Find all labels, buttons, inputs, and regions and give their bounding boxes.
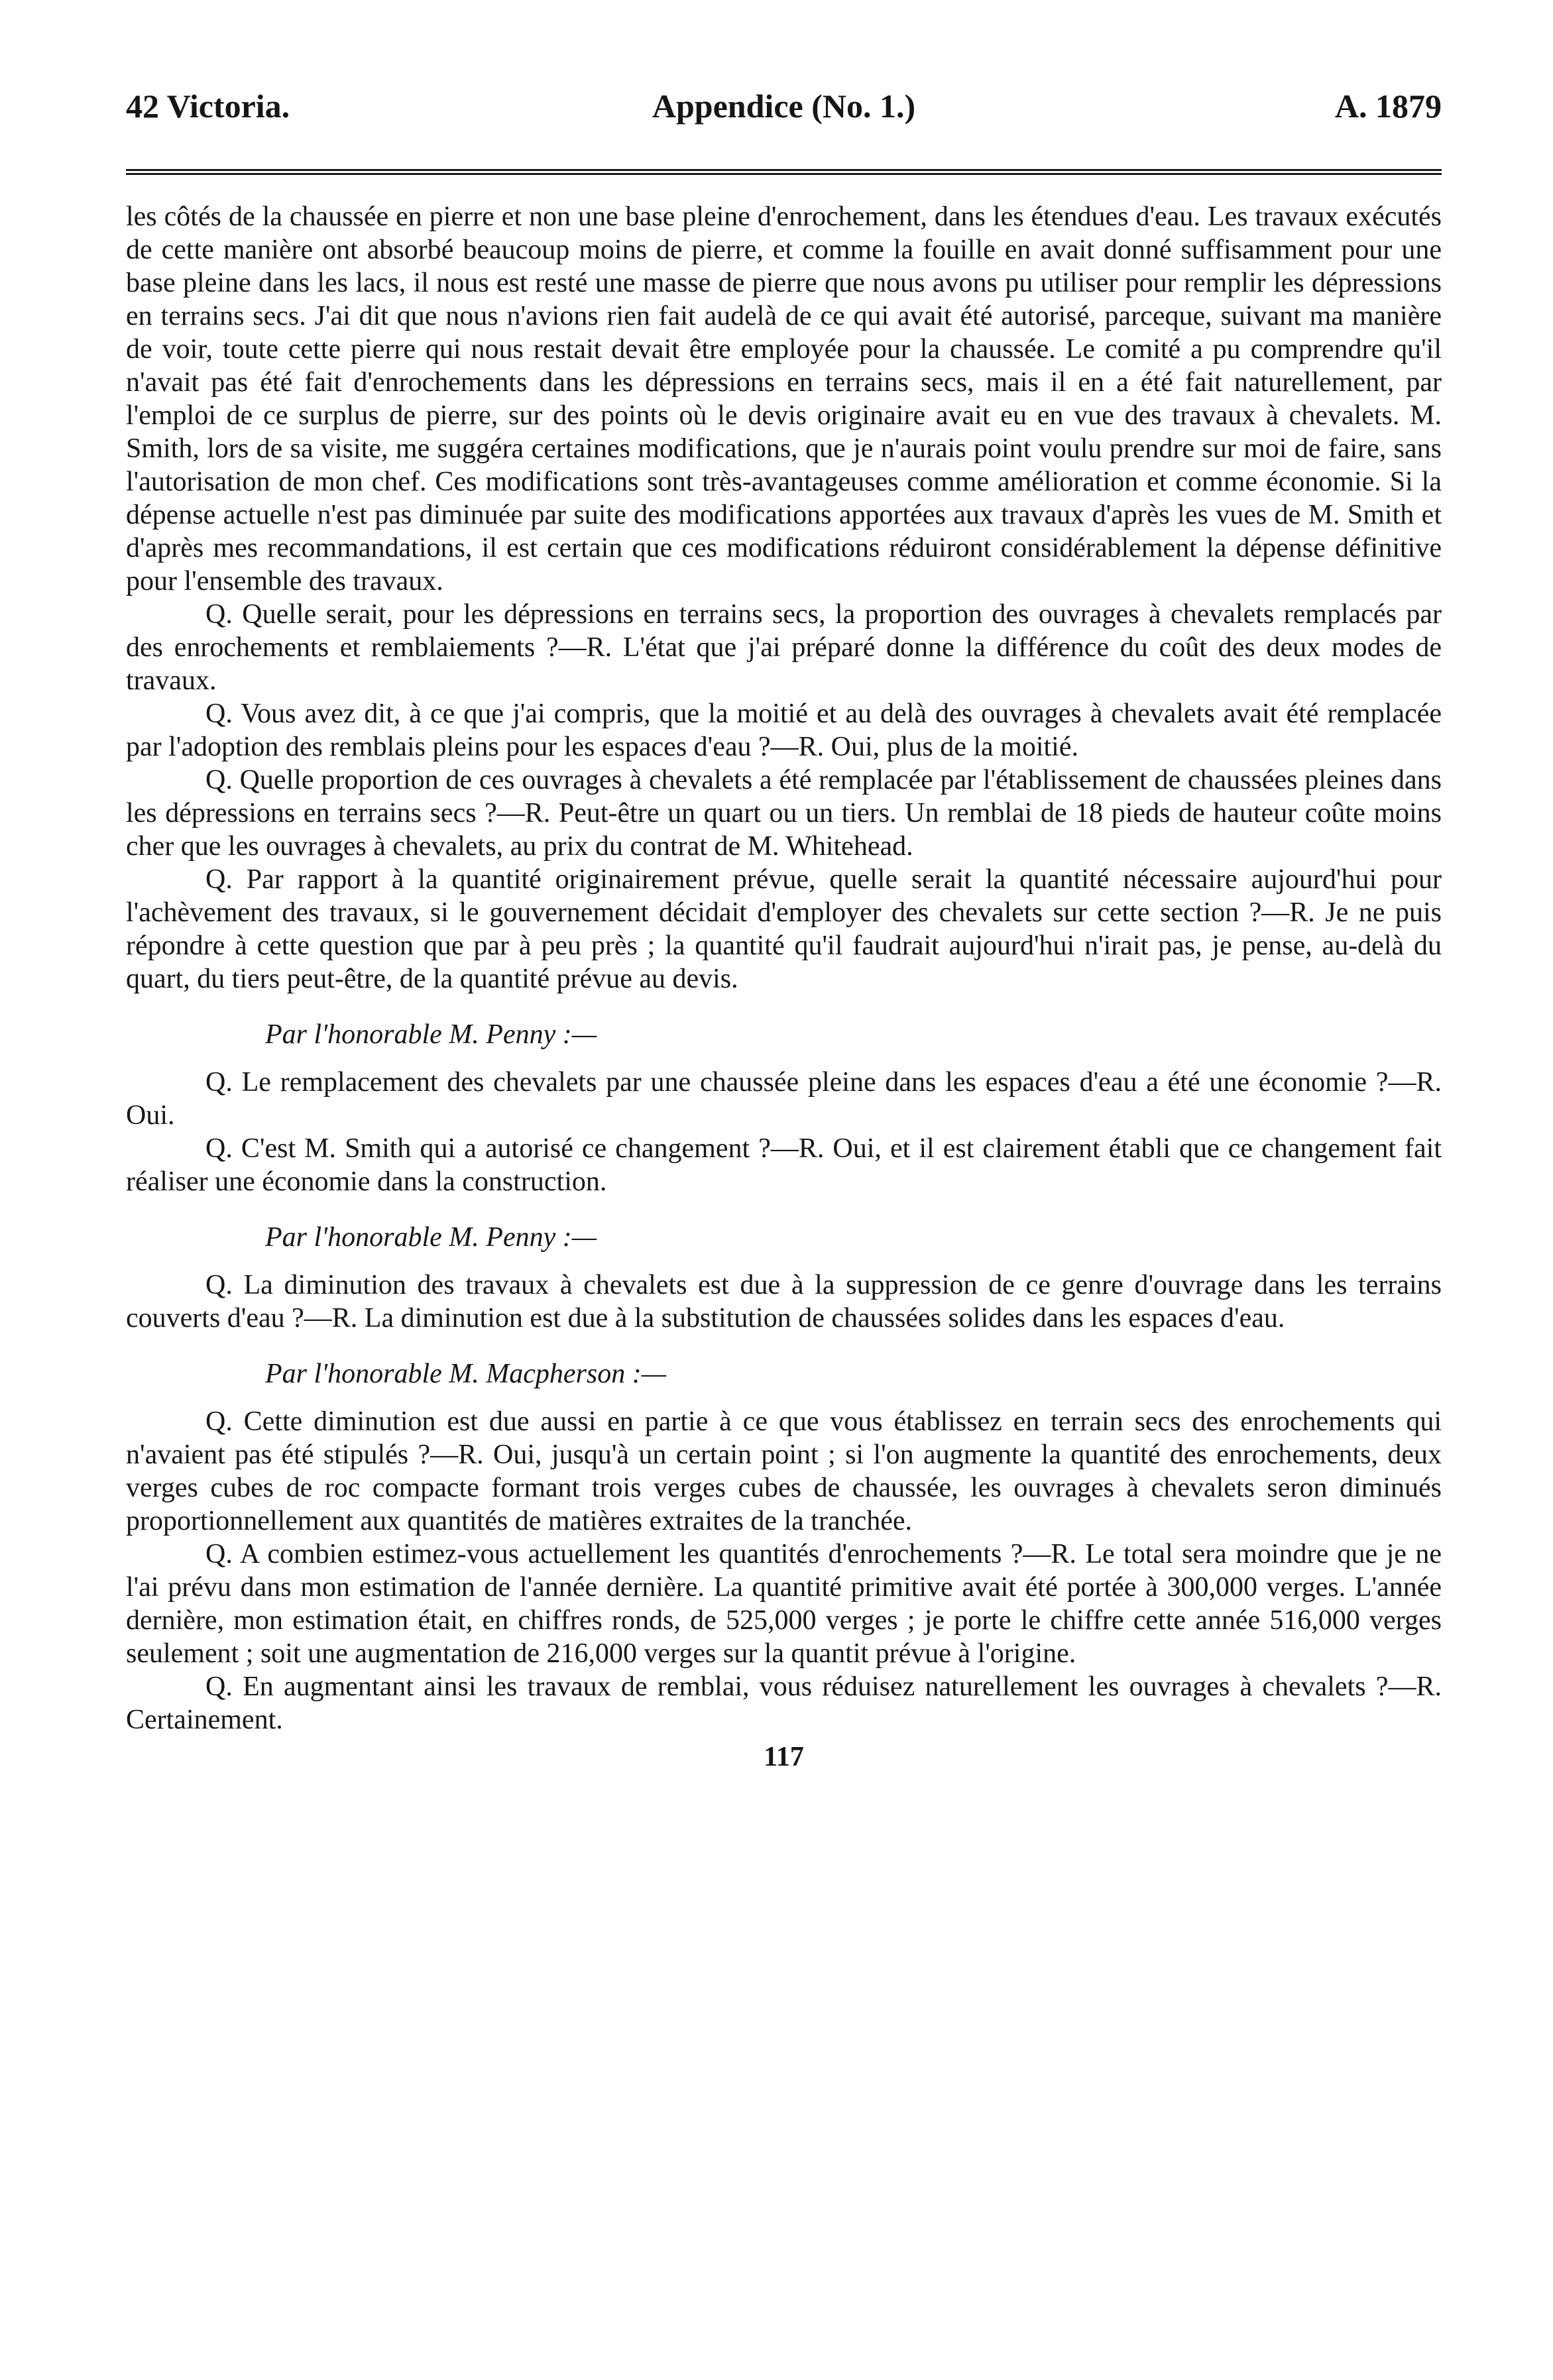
header-right: A. 1879 <box>1334 87 1442 125</box>
page-number: 117 <box>764 1742 804 1772</box>
header-center: Appendice (No. 1.) <box>652 87 916 125</box>
header-left: 42 Victoria. <box>126 87 290 125</box>
qa-paragraph: Q. Le remplacement des chevalets par une chaussée pleine dans les espaces d'eau a été une économie ?—R. Oui. <box>126 1067 1442 1131</box>
header-double-rule <box>126 169 1442 175</box>
qa-paragraph: Q. Par rapport à la quantité originairement prévue, quelle serait la quantité nécessaire aujourd'hui pour l'achèvement des travaux, si le gouvernement décidait d'employer des chevalets sur cette section ?—R. Je ne puis répondre à cette question que par à peu près ; la quantité qu'il faudrait aujourd'hui n'irait pas, je pense, au-delà du quart, du tiers peut-être, de la quantité prévue au devis. <box>126 864 1442 994</box>
speaker-heading: Par l'honorable M. Macpherson :— <box>265 1359 667 1389</box>
document-page <box>126 86 1442 1774</box>
paragraph-continuation: les côtés de la chaussée en pierre et non une base pleine d'enrochement, dans les étendues d'eau. Les travaux exécutés de cette manière ont absorbé beaucoup moins de pierre, et comme la fouille en avait donné suffisamment pour une base pleine dans les lacs, il nous est resté une masse de pierre que nous avons pu utiliser pour remplir les dépressions en terrains secs. J'ai dit que nous n'avions rien fait audelà de ce qui avait été autorisé, parceque, suivant ma manière de voir, toute cette pierre qui nous restait devait être employée pour la chaussée. Le comité a pu comprendre qu'il n'avait pas été fait d'enrochements dans les dépressions en terrains secs, mais il en a été fait naturellement, par l'emploi de ce surplus de pierre, sur des points où le devis originaire avait eu en vue des travaux à chevalets. M. Smith, lors de sa visite, me suggéra certaines modifications, que je n'aurais point voulu prendre sur moi de faire, sans l'autorisation de mon chef. Ces modifications sont très-avantageuses comme amélioration et comme économie. Si la dépense actuelle n'est pas diminuée par suite des modifications apportées aux travaux d'après les vues de M. Smith et d'après mes recommandations, il est certain que ces modifications réduiront considérablement la dépense définitive pour l'ensemble des travaux. <box>126 201 1442 596</box>
qa-paragraph: Q. A combien estimez-vous actuellement les quantités d'enrochements ?—R. Le total sera moindre que je ne l'ai prévu dans mon estimation de l'année dernière. La quantité primitive avait été portée à 300,000 verges. L'année dernière, mon estimation était, en chiffres ronds, de 525,000 verges ; je porte le chiffre cette année 516,000 verges seulement ; soit une augmentation de 216,000 verges sur la quantit prévue à l'origine. <box>126 1539 1442 1669</box>
speaker-heading: Par l'honorable M. Penny :— <box>265 1019 597 1050</box>
qa-paragraph: Q. C'est M. Smith qui a autorisé ce changement ?—R. Oui, et il est clairement établi que ce changement fait réaliser une économie dans la construction. <box>126 1133 1442 1197</box>
qa-paragraph: Q. Cette diminution est due aussi en partie à ce que vous établissez en terrain secs des enrochements qui n'avaient pas été stipulés ?—R. Oui, jusqu'à un certain point ; si l'on augmente la quantité des enrochements, deux verges cubes de roc compacte formant trois verges cubes de chaussée, les ouvrages à chevalets seron diminués proportionnellement aux quantités de matières extraites de la tranchée. <box>126 1406 1442 1536</box>
body-text <box>126 200 1442 1774</box>
qa-paragraph: Q. La diminution des travaux à chevalets est due à la suppression de ce genre d'ouvrage dans les terrains couverts d'eau ?—R. La diminution est due à la substitution de chaussées solides dans les espaces d'eau. <box>126 1270 1442 1333</box>
qa-paragraph: Q. Vous avez dit, à ce que j'ai compris, que la moitié et au delà des ouvrages à chevalets avait été remplacée par l'adoption des remblais pleins pour les espaces d'eau ?—R. Oui, plus de la moitié. <box>126 699 1442 762</box>
qa-paragraph: Q. Quelle serait, pour les dépressions en terrains secs, la proportion des ouvrages à chevalets remplacés par des enrochements et remblaiements ?—R. L'état que j'ai préparé donne la différence du coût des deux modes de travaux. <box>126 599 1442 696</box>
qa-paragraph: Q. Quelle proportion de ces ouvrages à chevalets a été remplacée par l'établissement de chaussées pleines dans les dépressions en terrains secs ?—R. Peut-être un quart ou un tiers. Un remblai de 18 pieds de hauteur coûte moins cher que les ouvrages à chevalets, au prix du contrat de M. Whitehead. <box>126 765 1442 862</box>
qa-paragraph: Q. En augmentant ainsi les travaux de remblai, vous réduisez naturellement les ouvrages à chevalets ?—R. Certainement. <box>126 1672 1442 1735</box>
running-header <box>126 86 1442 126</box>
speaker-heading: Par l'honorable M. Penny :— <box>265 1222 597 1253</box>
